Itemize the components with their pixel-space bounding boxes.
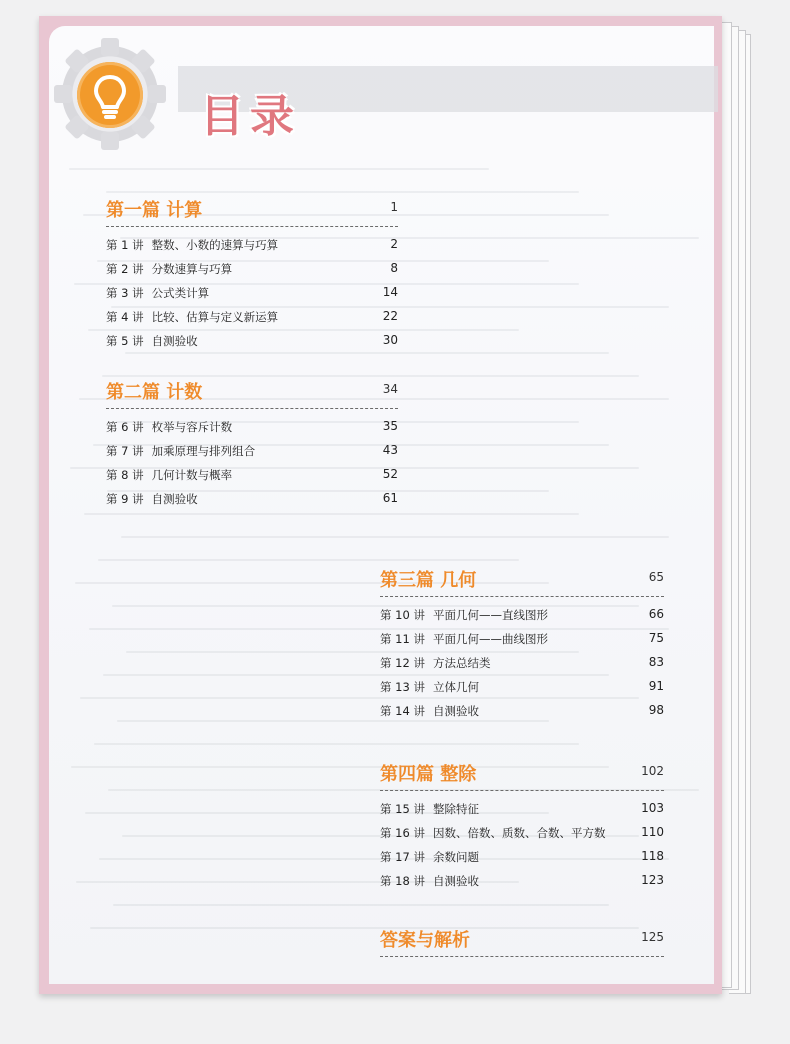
toc-entry[interactable]	[106, 305, 398, 329]
lecture-title: 分数速算与巧算	[151, 262, 233, 276]
lightbulb-icon	[77, 62, 143, 128]
lecture-number: 第 17 讲	[380, 850, 425, 864]
section-page: 34	[382, 382, 398, 396]
section-page: 1	[390, 200, 398, 214]
show-through-line	[121, 536, 669, 538]
section-heading[interactable]	[106, 196, 398, 222]
lecture-title: 自测验收	[151, 334, 198, 348]
dashed-divider	[106, 408, 398, 409]
lecture-title: 余数问题	[432, 850, 479, 864]
show-through-line	[98, 559, 519, 561]
lecture-page: 35	[382, 419, 398, 433]
section-heading[interactable]	[380, 566, 664, 592]
lecture-title: 方法总结类	[432, 656, 491, 670]
toc-entry[interactable]	[380, 797, 664, 821]
toc-entry[interactable]	[380, 699, 664, 723]
lecture-number: 第 11 讲	[380, 632, 425, 646]
lecture-page: 75	[648, 631, 664, 645]
show-through-line	[84, 513, 579, 515]
section-page: 65	[648, 570, 664, 584]
lecture-number: 第 2 讲	[106, 262, 144, 276]
lecture-page: 14	[382, 285, 398, 299]
toc-section	[380, 760, 664, 893]
show-through-line	[102, 375, 639, 377]
lecture-page: 66	[648, 607, 664, 621]
toc-entry[interactable]	[380, 845, 664, 869]
section-title: 第二篇 计数	[106, 382, 203, 403]
toc-entry[interactable]	[106, 487, 398, 511]
show-through-line	[106, 191, 579, 193]
toc-entry[interactable]	[106, 463, 398, 487]
dashed-divider	[380, 790, 664, 791]
show-through-line	[69, 168, 489, 170]
lecture-title: 几何计数与概率	[151, 468, 233, 482]
toc-entry[interactable]	[380, 675, 664, 699]
toc-entry[interactable]	[380, 651, 664, 675]
toc-entry[interactable]	[380, 869, 664, 893]
section-heading[interactable]	[106, 378, 398, 404]
section-heading[interactable]	[380, 926, 664, 952]
lecture-page: 91	[648, 679, 664, 693]
dashed-divider	[106, 226, 398, 227]
lecture-page: 52	[382, 467, 398, 481]
lecture-number: 第 10 讲	[380, 608, 425, 622]
lecture-page: 2	[390, 237, 398, 251]
lecture-number: 第 9 讲	[106, 492, 144, 506]
lecture-number: 第 1 讲	[106, 238, 144, 252]
lecture-number: 第 5 讲	[106, 334, 144, 348]
dashed-divider	[380, 596, 664, 597]
toc-entry[interactable]	[106, 329, 398, 353]
lecture-number: 第 16 讲	[380, 826, 425, 840]
toc-section	[380, 566, 664, 723]
lecture-title: 整除特征	[432, 802, 479, 816]
lecture-page: 123	[641, 873, 664, 887]
lecture-page: 98	[648, 703, 664, 717]
lecture-page: 83	[648, 655, 664, 669]
section-title: 答案与解析	[380, 930, 470, 951]
lecture-page: 110	[641, 825, 664, 839]
section-title: 第三篇 几何	[380, 570, 477, 591]
toc-entry[interactable]	[380, 821, 664, 845]
lecture-number: 第 12 讲	[380, 656, 425, 670]
lecture-number: 第 7 讲	[106, 444, 144, 458]
section-heading[interactable]	[380, 760, 664, 786]
lecture-page: 8	[390, 261, 398, 275]
lecture-title: 枚举与容斥计数	[151, 420, 233, 434]
toc-entry[interactable]	[106, 439, 398, 463]
lecture-title: 自测验收	[432, 704, 479, 718]
toc-entry[interactable]	[106, 257, 398, 281]
lecture-title: 立体几何	[432, 680, 479, 694]
toc-entry[interactable]	[380, 627, 664, 651]
lecture-number: 第 4 讲	[106, 310, 144, 324]
lecture-title: 自测验收	[432, 874, 479, 888]
toc-entry[interactable]	[106, 281, 398, 305]
lecture-page: 61	[382, 491, 398, 505]
section-page: 102	[641, 764, 664, 778]
show-through-line	[113, 904, 609, 906]
dashed-divider	[380, 956, 664, 957]
lecture-title: 比较、估算与定义新运算	[151, 310, 279, 324]
lecture-page: 43	[382, 443, 398, 457]
lecture-title: 加乘原理与排列组合	[151, 444, 256, 458]
toc-entry[interactable]	[380, 603, 664, 627]
lecture-title: 整数、小数的速算与巧算	[151, 238, 279, 252]
lecture-title: 因数、倍数、质数、合数、平方数	[432, 826, 606, 840]
lecture-title: 自测验收	[151, 492, 198, 506]
lecture-page: 22	[382, 309, 398, 323]
lecture-title: 公式类计算	[151, 286, 210, 300]
toc-entry[interactable]	[106, 415, 398, 439]
lecture-page: 118	[641, 849, 664, 863]
page-title: 目录	[200, 91, 300, 142]
section-title: 第四篇 整除	[380, 764, 477, 785]
toc-section	[380, 926, 664, 963]
lecture-page: 103	[641, 801, 664, 815]
lecture-page: 30	[382, 333, 398, 347]
lecture-number: 第 8 讲	[106, 468, 144, 482]
section-page: 125	[641, 930, 664, 944]
toc-section	[106, 196, 398, 353]
lecture-number: 第 15 讲	[380, 802, 425, 816]
lecture-title: 平面几何——直线图形	[432, 608, 548, 622]
lecture-number: 第 13 讲	[380, 680, 425, 694]
lecture-number: 第 18 讲	[380, 874, 425, 888]
lecture-number: 第 3 讲	[106, 286, 144, 300]
lecture-title: 平面几何——曲线图形	[432, 632, 548, 646]
show-through-line	[94, 743, 579, 745]
lecture-number: 第 14 讲	[380, 704, 425, 718]
toc-section	[106, 378, 398, 511]
section-title: 第一篇 计算	[106, 200, 203, 221]
lecture-number: 第 6 讲	[106, 420, 144, 434]
toc-entry[interactable]	[106, 233, 398, 257]
